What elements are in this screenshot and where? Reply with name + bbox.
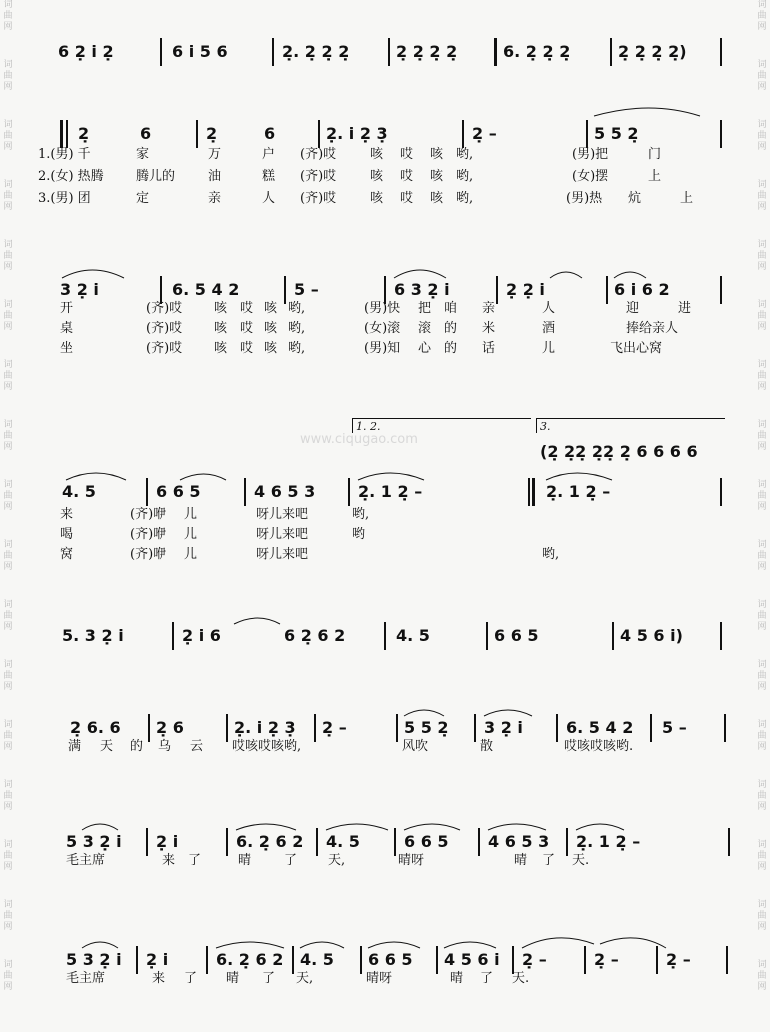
side-watermark-char: 曲 (757, 431, 767, 441)
side-watermark-char: 曲 (757, 371, 767, 381)
side-watermark-char: 网 (3, 982, 13, 992)
side-watermark-char: 词 (3, 960, 13, 970)
measure: 6 6 5 (368, 950, 413, 969)
measure: 2̣. 1 2̣ – (546, 482, 611, 501)
measure: 5 5 2̣ (594, 124, 639, 143)
side-watermark-char: 词 (757, 780, 767, 790)
side-watermark-char: 曲 (3, 551, 13, 561)
measure: 2̣ (206, 124, 218, 143)
side-watermark-char: 词 (757, 600, 767, 610)
side-watermark-char: 词 (757, 300, 767, 310)
side-watermark-char: 曲 (3, 11, 13, 21)
measure: 2̣ – (322, 718, 347, 737)
measure: 2̣ – (594, 950, 619, 969)
side-watermark-char: 网 (3, 322, 13, 332)
side-watermark-char: 词 (757, 360, 767, 370)
side-watermark-char: 词 (757, 900, 767, 910)
side-watermark-char: 网 (757, 922, 767, 932)
measure: 6. 2̣ 6 2 (236, 832, 304, 851)
side-watermark-char: 词 (3, 60, 13, 70)
side-watermark-char: 曲 (3, 731, 13, 741)
side-watermark-char: 网 (757, 622, 767, 632)
side-watermark-char: 曲 (757, 71, 767, 81)
side-watermark-char: 词 (3, 0, 13, 10)
side-watermark-char: 曲 (3, 971, 13, 981)
side-watermark-char: 网 (3, 862, 13, 872)
side-watermark-char: 词 (3, 480, 13, 490)
measure: 2̣. i 2̣ 3̣ (234, 718, 296, 737)
side-watermark-char: 网 (3, 682, 13, 692)
side-watermark-char: 网 (3, 82, 13, 92)
measure: 2̣. 2̣ 2̣ 2̣ (282, 42, 350, 61)
side-watermark-char: 网 (3, 802, 13, 812)
side-watermark-char: 网 (3, 562, 13, 572)
side-watermark-char: 词 (3, 300, 13, 310)
side-watermark-char: 曲 (757, 311, 767, 321)
side-watermark-char: 网 (757, 322, 767, 332)
side-watermark-char: 网 (3, 382, 13, 392)
measure: 5 3 2̣ i (66, 832, 122, 851)
side-watermark-char: 曲 (3, 491, 13, 501)
measure: 2̣. i 2̣ 3̣ (326, 124, 388, 143)
measure: 2̣ (78, 124, 90, 143)
side-watermark-char: 曲 (3, 611, 13, 621)
measure: 5. 3 2̣ i (62, 626, 124, 645)
side-watermark-char: 网 (757, 202, 767, 212)
side-watermark-char: 网 (757, 142, 767, 152)
measure: 2̣ i (146, 950, 169, 969)
side-watermark-char: 曲 (757, 911, 767, 921)
side-watermark-char: 网 (757, 562, 767, 572)
side-watermark-char: 网 (3, 142, 13, 152)
side-watermark-char: 词 (3, 840, 13, 850)
side-watermark-char: 曲 (757, 611, 767, 621)
measure: 5 3 2̣ i (66, 950, 122, 969)
side-watermark-char: 网 (3, 742, 13, 752)
measure: 6 3 2̣ i (394, 280, 450, 299)
measure: 2̣ i 6 (182, 626, 221, 645)
side-watermark-char: 曲 (757, 131, 767, 141)
measure: 2̣ 2̣ 2̣ 2̣ (396, 42, 458, 61)
side-watermark-char: 网 (757, 382, 767, 392)
measure: 6 2̣ 6 2 (284, 626, 346, 645)
side-watermark-char: 词 (757, 0, 767, 10)
measure: 4 6 5 3 (254, 482, 316, 501)
side-watermark-char: 曲 (757, 491, 767, 501)
side-watermark-char: 词 (3, 240, 13, 250)
side-watermark-char: 曲 (757, 971, 767, 981)
side-watermark-char: 网 (3, 202, 13, 212)
measure: 2̣ 6 (156, 718, 184, 737)
side-watermark-char: 词 (3, 780, 13, 790)
side-watermark-char: 词 (757, 960, 767, 970)
side-watermark-char: 词 (757, 840, 767, 850)
measure: 5 – (294, 280, 319, 299)
measure: 2̣ 2̣ 2̣ 2̣) (618, 42, 687, 61)
measure: 6. 5 4 2 (172, 280, 240, 299)
measure: 2̣ 6. 6 (70, 718, 121, 737)
measure: 6 6 5 (404, 832, 449, 851)
measure: 6 2̣ i 2̣ (58, 42, 114, 61)
measure: 6 6 5 (494, 626, 539, 645)
side-watermark-char: 网 (3, 442, 13, 452)
side-watermark-char: 词 (3, 540, 13, 550)
measure: 2̣. 1 2̣ – (576, 832, 641, 851)
side-watermark-char: 词 (757, 420, 767, 430)
measure: 2̣ – (666, 950, 691, 969)
side-watermark-char: 词 (757, 660, 767, 670)
side-watermark-char: 曲 (3, 191, 13, 201)
measure: 5 5 2̣ (404, 718, 449, 737)
measure: 4 5 6 i) (620, 626, 683, 645)
side-watermark-char: 曲 (3, 791, 13, 801)
side-watermark-char: 词 (3, 660, 13, 670)
side-watermark-char: 曲 (3, 251, 13, 261)
side-watermark-char: 曲 (3, 911, 13, 921)
side-watermark-char: 词 (3, 420, 13, 430)
side-watermark-char: 网 (757, 982, 767, 992)
side-watermark-char: 网 (3, 262, 13, 272)
measure: 4. 5 (396, 626, 430, 645)
prelude-notes: (2̣ 2̣2̣ 2̣2̣ 2̣ 6 6 6 6 (540, 442, 698, 461)
side-watermark-char: 网 (757, 502, 767, 512)
side-watermark-char: 词 (757, 180, 767, 190)
side-watermark-char: 词 (757, 720, 767, 730)
side-watermark-char: 网 (3, 922, 13, 932)
side-watermark-char: 曲 (3, 71, 13, 81)
measure: 3 2̣ i (60, 280, 99, 299)
side-watermark-char: 曲 (3, 431, 13, 441)
side-watermark-char: 曲 (757, 791, 767, 801)
measure: 6 i 5 6 (172, 42, 228, 61)
side-watermark-char: 曲 (3, 851, 13, 861)
measure: 6. 2̣ 6 2 (216, 950, 284, 969)
side-watermark-char: 词 (757, 240, 767, 250)
side-watermark-char: 网 (757, 82, 767, 92)
side-watermark-char: 网 (757, 22, 767, 32)
side-watermark-char: 词 (757, 480, 767, 490)
side-watermark-char: 词 (3, 180, 13, 190)
side-watermark-char: 网 (3, 22, 13, 32)
measure: 5 – (662, 718, 687, 737)
side-watermark-char: 词 (757, 540, 767, 550)
side-watermark-char: 曲 (757, 731, 767, 741)
side-watermark-char: 曲 (757, 551, 767, 561)
measure: 6. 2̣ 2̣ 2̣ (503, 42, 571, 61)
side-watermark-char: 词 (757, 120, 767, 130)
measure: 4. 5 (62, 482, 96, 501)
measure: 2̣. 1 2̣ – (358, 482, 423, 501)
measure: 2̣ – (522, 950, 547, 969)
side-watermark-char: 曲 (757, 191, 767, 201)
side-watermark-char: 词 (757, 60, 767, 70)
side-watermark-char: 网 (757, 442, 767, 452)
measure: 2̣ i (156, 832, 179, 851)
side-watermark-char: 曲 (757, 251, 767, 261)
measure: 6. 5 4 2 (566, 718, 634, 737)
side-watermark-char: 网 (3, 622, 13, 632)
measure: 6 (140, 124, 152, 143)
measure: 2̣ – (472, 124, 497, 143)
side-watermark-char: 词 (3, 360, 13, 370)
side-watermark-char: 网 (757, 862, 767, 872)
side-watermark-char: 曲 (757, 11, 767, 21)
side-watermark-char: 网 (757, 742, 767, 752)
side-watermark-char: 网 (757, 802, 767, 812)
side-watermark-char: 词 (3, 120, 13, 130)
measure: 6 i 6 2 (614, 280, 670, 299)
measure: 2̣ 2̣ i (506, 280, 545, 299)
side-watermark-char: 词 (3, 900, 13, 910)
side-watermark-char: 曲 (3, 311, 13, 321)
side-watermark-char: 曲 (3, 671, 13, 681)
measure: 4 6 5 3 (488, 832, 550, 851)
measure: 4. 5 (326, 832, 360, 851)
side-watermark-char: 词 (3, 600, 13, 610)
side-watermark-char: 网 (757, 262, 767, 272)
side-watermark-char: 词 (3, 720, 13, 730)
side-watermark-char: 曲 (757, 671, 767, 681)
measure: 4 5 6 i (444, 950, 500, 969)
measure: 3 2̣ i (484, 718, 523, 737)
measure: 4. 5 (300, 950, 334, 969)
side-watermark-char: 曲 (757, 851, 767, 861)
measure: 6 (264, 124, 276, 143)
site-watermark: www.ciqugao.com (300, 432, 418, 447)
side-watermark-char: 网 (757, 682, 767, 692)
side-watermark-char: 曲 (3, 371, 13, 381)
side-watermark-char: 曲 (3, 131, 13, 141)
side-watermark-char: 网 (3, 502, 13, 512)
measure: 6 6 5 (156, 482, 201, 501)
